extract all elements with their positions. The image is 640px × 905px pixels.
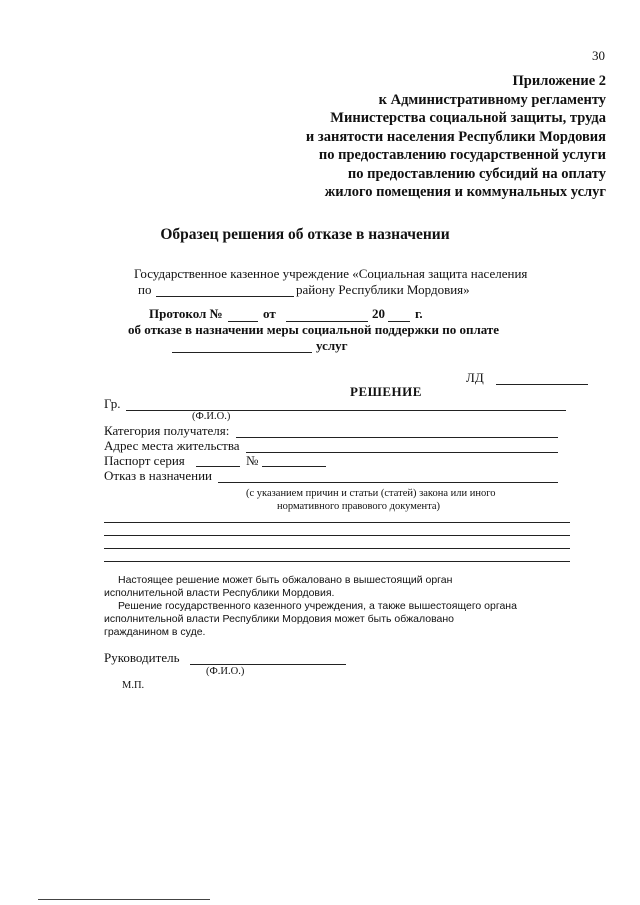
appeal-text: Настоящее решение может быть обжаловано в вышестоящий орган bbox=[118, 574, 453, 586]
ld-blank[interactable] bbox=[496, 384, 588, 385]
appendix-line: по предоставлению государственной услуги bbox=[318, 147, 606, 163]
appeal-text: Решение государственного казенного учреждения, а также вышестоящего органа bbox=[118, 600, 517, 612]
protocol-from: от bbox=[263, 306, 276, 321]
head-label: Руководитель bbox=[104, 650, 180, 665]
document-title: Образец решения об отказе в назначении bbox=[160, 226, 450, 243]
appeal-text: гражданином в суде. bbox=[104, 626, 206, 638]
refusal-blank[interactable] bbox=[218, 482, 558, 483]
reason-hint-2: нормативного правового документа) bbox=[277, 501, 441, 512]
institution-line: Государственное казенное учреждение «Социальная защита населения bbox=[134, 266, 528, 281]
reason-line[interactable] bbox=[104, 548, 570, 549]
services-blank[interactable] bbox=[172, 352, 312, 353]
passport-label: Паспорт серия bbox=[104, 453, 185, 468]
protocol-label: Протокол № bbox=[149, 306, 223, 321]
protocol-year: 20 bbox=[372, 306, 385, 321]
reason-line[interactable] bbox=[104, 522, 570, 523]
decision-heading: РЕШЕНИЕ bbox=[350, 384, 422, 399]
stamp-label: М.П. bbox=[122, 680, 145, 691]
protocol-year-suffix: г. bbox=[415, 306, 423, 321]
address-blank[interactable] bbox=[246, 452, 558, 453]
ld-label: ЛД bbox=[466, 370, 484, 385]
protocol-services: услуг bbox=[316, 338, 348, 353]
appendix-line: по предоставлению субсидий на оплату bbox=[347, 165, 606, 182]
category-label: Категория получателя: bbox=[104, 423, 230, 438]
signature-fio-hint: (Ф.И.О.) bbox=[206, 666, 245, 677]
signature-blank[interactable] bbox=[190, 664, 346, 665]
page-number: 30 bbox=[592, 48, 605, 63]
appendix-line: Министерства социальной защиты, труда bbox=[330, 110, 606, 126]
appendix-line: Приложение 2 bbox=[512, 73, 606, 89]
refusal-label: Отказ в назначении bbox=[104, 468, 212, 483]
reason-line[interactable] bbox=[104, 561, 570, 562]
address-label: Адрес места жительства bbox=[104, 438, 240, 453]
protocol-subject: об отказе в назначении меры социальной поддержки по оплате bbox=[128, 322, 500, 337]
appeal-text: исполнительной власти Республики Мордовия может быть обжаловано bbox=[104, 613, 455, 625]
institution-district: району Республики Мордовия» bbox=[296, 282, 470, 297]
passport-number-sign: № bbox=[246, 453, 259, 468]
passport-series-blank[interactable] bbox=[196, 466, 240, 467]
reason-hint-1: (с указанием причин и статьи (статей) закона или иного bbox=[246, 488, 496, 499]
passport-number-blank[interactable] bbox=[262, 466, 326, 467]
category-blank[interactable] bbox=[236, 437, 558, 438]
citizen-fio-hint: (Ф.И.О.) bbox=[192, 411, 231, 422]
appeal-text: исполнительной власти Республики Мордовия. bbox=[104, 587, 335, 599]
district-blank[interactable] bbox=[156, 296, 294, 297]
appendix-header bbox=[246, 72, 606, 202]
citizen-label: Гр. bbox=[104, 396, 121, 411]
reason-line[interactable] bbox=[104, 535, 570, 536]
bottom-divider bbox=[38, 899, 210, 900]
institution-by: по bbox=[138, 282, 152, 297]
appendix-line: жилого помещения и коммунальных услуг bbox=[324, 184, 606, 200]
appendix-line: и занятости населения Республики Мордовия bbox=[305, 128, 606, 145]
appendix-line: к Административному регламенту bbox=[378, 91, 606, 108]
